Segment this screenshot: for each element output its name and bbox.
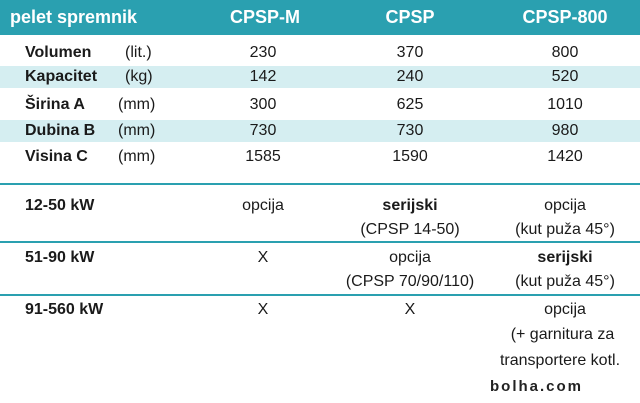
power-cell: opcija (389, 249, 431, 266)
power-cell: transportere kotl. (499, 352, 621, 369)
power-cell: (CPSP 14-50) (360, 221, 460, 238)
spec-value: 300 (249, 96, 277, 113)
table-divider (0, 183, 640, 185)
spec-value: 370 (396, 44, 424, 61)
spec-value: 1585 (245, 148, 281, 165)
spec-value: 980 (551, 122, 579, 139)
spec-value: 625 (396, 96, 424, 113)
spec-value: 800 (551, 44, 579, 61)
spec-value: 240 (396, 68, 424, 85)
header-cpsp: CPSP (385, 7, 435, 27)
power-cell: serijski (382, 197, 438, 214)
spec-value: 1010 (547, 96, 583, 113)
power-cell: (CPSP 70/90/110) (345, 273, 475, 290)
power-cell: X (404, 301, 416, 318)
spec-value: 520 (551, 68, 579, 85)
header-cpsp-800: CPSP-800 (522, 7, 608, 27)
table-divider (0, 241, 640, 243)
spec-label: Širina A (25, 96, 85, 113)
header-product: pelet spremnik (10, 7, 138, 27)
spec-unit: (lit.) (125, 44, 152, 61)
spec-row-visina (0, 146, 640, 168)
power-label: 91-560 kW (25, 301, 104, 318)
power-cell: (+ garnitura za (510, 326, 615, 343)
power-cell: (kut puža 45°) (515, 221, 615, 238)
spec-unit: (mm) (118, 96, 156, 113)
spec-unit: (mm) (118, 122, 156, 139)
spec-row-volumen (0, 42, 640, 64)
spec-label: Visina C (25, 148, 88, 165)
power-cell: serijski (537, 249, 593, 266)
spec-row-sirina (0, 94, 640, 116)
header-cpsp-m: CPSP-M (229, 7, 300, 27)
spec-value: 1420 (547, 148, 583, 165)
spec-label: Volumen (25, 44, 92, 61)
spec-label: Kapacitet (25, 68, 98, 85)
spec-row-kapacitet (0, 66, 640, 88)
power-cell: (kut puža 45°) (515, 273, 615, 290)
power-cell: opcija (544, 301, 586, 318)
spec-value: 730 (249, 122, 277, 139)
spec-value: 142 (249, 68, 277, 85)
spec-unit: (kg) (125, 68, 153, 85)
spec-value: 1590 (392, 148, 428, 165)
power-cell: X (257, 249, 269, 266)
power-cell: opcija (544, 197, 586, 214)
power-cell: X (257, 301, 269, 318)
spec-unit: (mm) (118, 148, 156, 165)
power-label: 51-90 kW (25, 249, 95, 266)
spec-label: Dubina B (25, 122, 96, 139)
power-cell: opcija (242, 197, 284, 214)
spec-value: 230 (249, 44, 277, 61)
spec-value: 730 (396, 122, 424, 139)
spec-row-dubina (0, 120, 640, 142)
table-divider (0, 294, 640, 296)
table-header (0, 0, 640, 35)
watermark-logo: bolha.com (490, 378, 640, 400)
power-label: 12-50 kW (25, 197, 95, 214)
